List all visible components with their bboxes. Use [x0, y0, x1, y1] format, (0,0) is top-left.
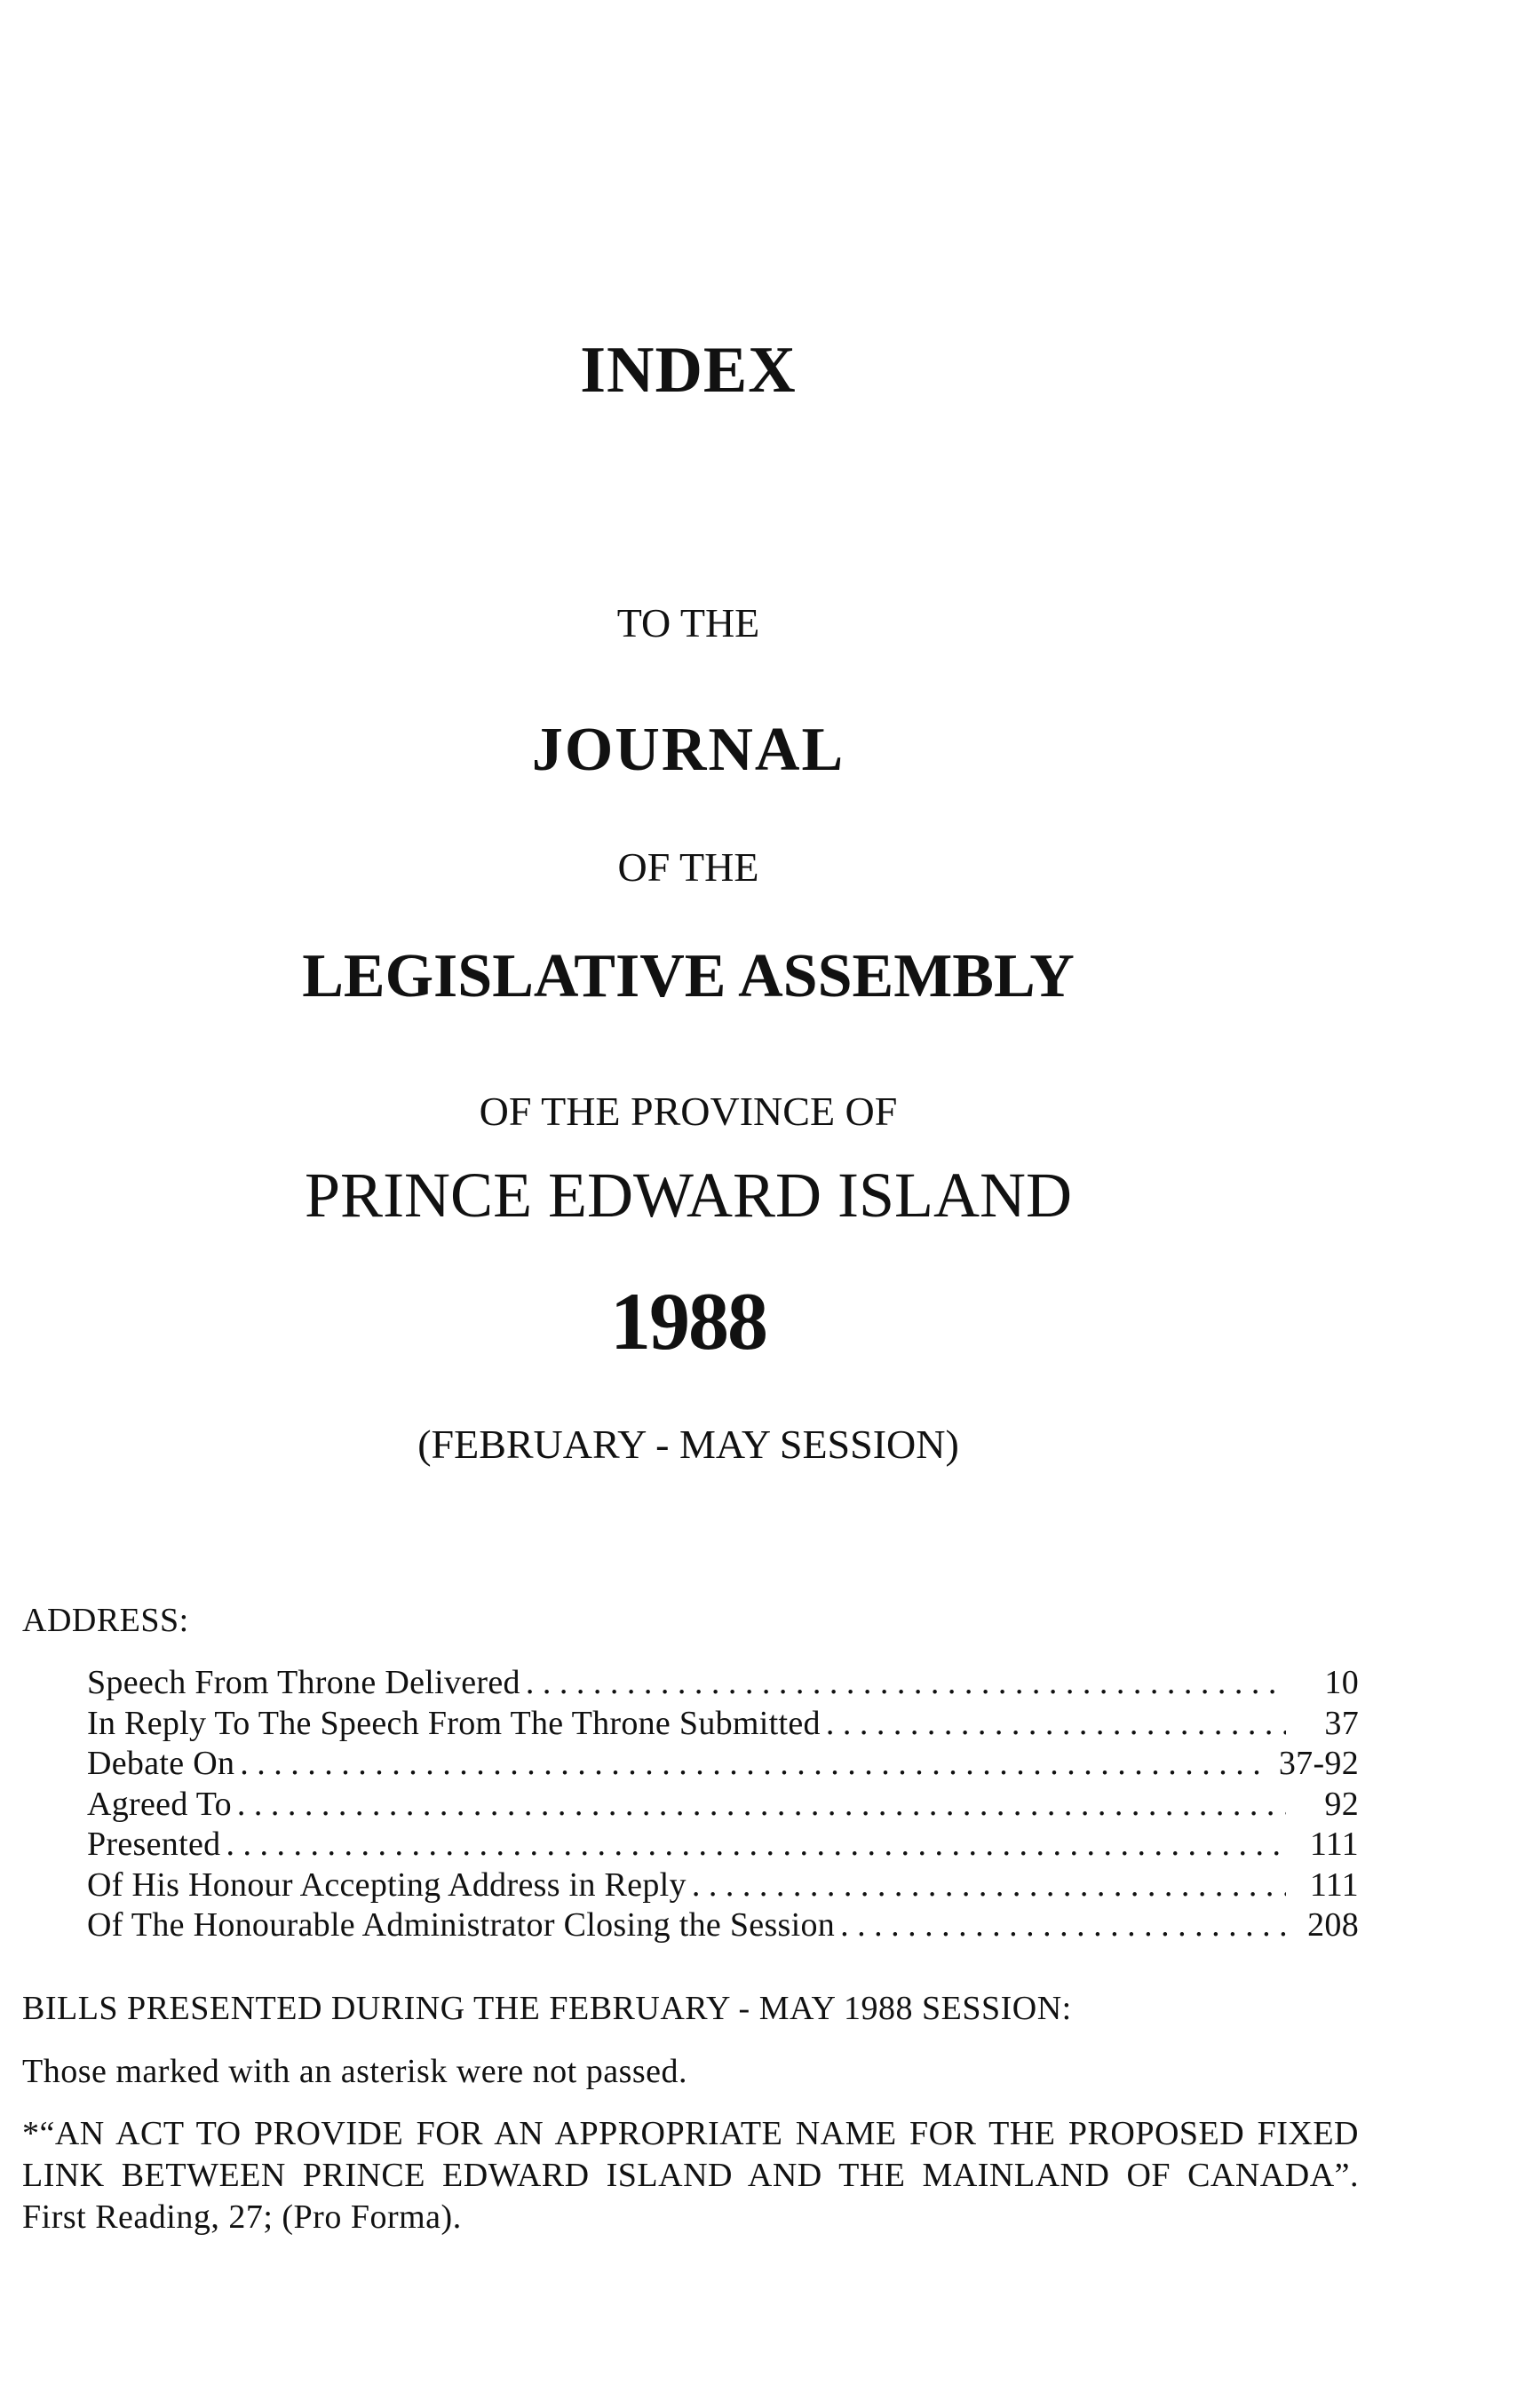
entry-page: 208 — [1307, 1906, 1359, 1944]
year-title: 1988 — [610, 1276, 766, 1366]
address-entry — [87, 1865, 1359, 1906]
of-the-line: OF THE — [617, 844, 759, 890]
entry-page: 37 — [1324, 1704, 1359, 1742]
bill-entry: *“AN ACT TO PROVIDE FOR AN APPROPRIATE NAME FOR THE PROPOSED FIXED LINK BETWEEN PRINCE EDWARD ISLAND AND THE MAINLAND OF CANADA”. First Reading, 27; (Pro Forma). — [22, 2115, 1359, 2236]
dot-leader — [526, 1663, 1286, 1702]
assembly-title: LEGISLATIVE ASSEMBLY — [302, 942, 1075, 1010]
entry-label: Of His Honour Accepting Address in Reply — [87, 1865, 687, 1904]
address-entry — [87, 1744, 1359, 1785]
entry-label: Speech From Throne Delivered — [87, 1664, 520, 1701]
entry-page: 92 — [1324, 1785, 1359, 1823]
address-entry — [87, 1785, 1359, 1826]
address-entry — [87, 1704, 1359, 1745]
index-title: INDEX — [580, 334, 797, 407]
province-of-line: OF THE PROVINCE OF — [479, 1089, 898, 1134]
address-heading: ADDRESS: — [22, 1602, 189, 1639]
dot-leader — [692, 1865, 1286, 1905]
address-entry — [87, 1905, 1359, 1946]
entry-label: Presented — [87, 1826, 221, 1863]
dot-leader — [826, 1704, 1286, 1743]
to-the-line: TO THE — [616, 600, 760, 646]
entry-page: 10 — [1324, 1664, 1359, 1701]
entry-label: Agreed To — [87, 1785, 232, 1823]
session-line: (FEBRUARY - MAY SESSION) — [417, 1422, 959, 1467]
entry-label: In Reply To The Speech From The Throne Submitted — [87, 1704, 821, 1742]
province-name: PRINCE EDWARD ISLAND — [305, 1160, 1072, 1231]
entry-page: 37-92 — [1278, 1745, 1359, 1782]
entry-label: Of The Honourable Administrator Closing the Session — [87, 1906, 836, 1944]
dot-leader — [226, 1825, 1286, 1864]
journal-title: JOURNAL — [531, 716, 845, 784]
dot-leader — [237, 1785, 1286, 1824]
dot-leader — [240, 1744, 1268, 1783]
entry-label: Debate On — [87, 1745, 235, 1782]
dot-leader — [840, 1905, 1286, 1945]
entry-page: 111 — [1309, 1826, 1359, 1863]
address-entries — [87, 1663, 1359, 1946]
bills-heading: BILLS PRESENTED DURING THE FEBRUARY - MAY 1988 SESSION: — [22, 1990, 1072, 2027]
asterisk-note: Those marked with an asterisk were not passed. — [22, 2053, 688, 2090]
entry-page: 111 — [1309, 1865, 1359, 1904]
address-entry — [87, 1825, 1359, 1865]
address-entry — [87, 1663, 1359, 1704]
